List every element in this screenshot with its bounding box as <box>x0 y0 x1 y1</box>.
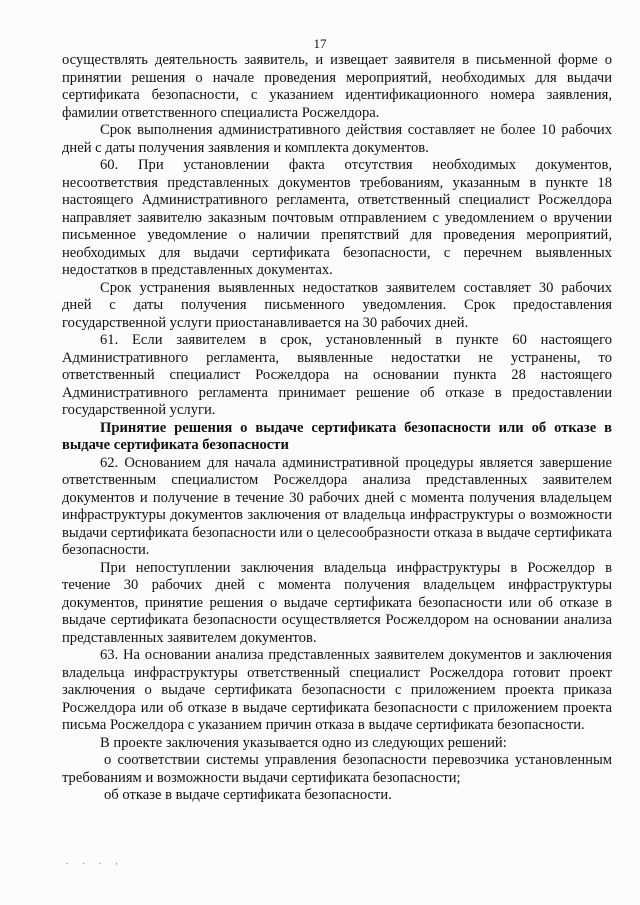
decision-option-refusal: об отказе в выдаче сертификата безопасности. <box>104 787 392 803</box>
paragraph-deadline-30-days: Срок устранения выявленных недостатков заявителем составляет 30 рабочих дней с даты получения письменного уведомления. Срок предоставления государственной услуги приостанавливается на 30 рабочих дней. <box>62 279 612 331</box>
paragraph-item-63: 63. На основании анализа представленных заявителем документов и заключения владельца инфраструктуры ответственный специалист Росжелдора готовит проект заключения о выдаче сертификата безопасности с приложением проекта приказа Росжелдора или об отказе в выдаче сертификата безопасности с приложением проекта письма Росжелдора с указанием причин отказа в выдаче сертификата безопасности. <box>62 647 612 733</box>
paragraph-item-62: 62. Основанием для начала административной процедуры является завершение ответственным специалистом Росжелдора анализа представленных заявителем документов и получение в течение 30 рабочих дней с момента получения владельцем инфраструктуры документов заключения от владельца инфраструктуры о возможности выдачи сертификата безопасности или о целесообразности отказа в выдаче сертификата безопасности. <box>62 454 612 558</box>
paragraph-decisions-intro: В проекте заключения указывается одно из следующих решений: <box>100 734 507 751</box>
paragraph-item-60: 60. При установлении факта отсутствия необходимых документов, несоответствия представленных документов требованиям, указанным в пункте 18 настоящего Административного регламента, ответственный специалист Росжелдора направляет заявителю заказным почтовым отправлением с уведомлением о вручении письменное уведомление о наличии препятствий для проведения мероприятий, необходимых для выдачи сертификата безопасности, с перечнем выявленных недостатков в представленных документах. <box>62 157 612 278</box>
paragraph-continuation: осуществлять деятельность заявитель, и извещает заявителя в письменной форме о принятии решения о начале проведения мероприятий, необходимых для выдачи сертификата безопасности, с указанием идентификационного номера заявления, фамилии ответственного специалиста Росжелдора. <box>62 52 612 121</box>
section-heading: Принятие решения о выдаче сертификата безопасности или об отказе в выдаче сертификата безопасности <box>62 419 612 453</box>
decision-option-compliance: о соответствии системы управления безопасности перевозчика установленным требованиям и возможности выдачи сертификата безопасности; <box>62 752 612 786</box>
document-body <box>62 52 612 805</box>
paragraph-no-conclusion: При непоступлении заключения владельца инфраструктуры в Росжелдор в течение 30 рабочих дней с момента получения владельцем инфраструктуры документов, принятие решения о выдаче сертификата безопасности или об отказе в выдаче сертификата безопасности осуществляется Росжелдором на основании анализа представленных заявителем документов. <box>62 559 612 646</box>
paragraph-item-61: 61. Если заявителем в срок, установленный в пункте 60 настоящего Административного регламента, выявленные недостатки не устранены, то ответственный специалист Росжелдора на основании пункта 28 настоящего Административного регламента принимает решение об отказе в предоставлении государственной услуги. <box>62 332 612 418</box>
footer-marks: . . . , <box>66 856 124 866</box>
paragraph-deadline-10-days: Срок выполнения административного действия составляет не более 10 рабочих дней с даты получения заявления и комплекта документов. <box>62 122 612 156</box>
page-number: 17 <box>313 36 327 51</box>
